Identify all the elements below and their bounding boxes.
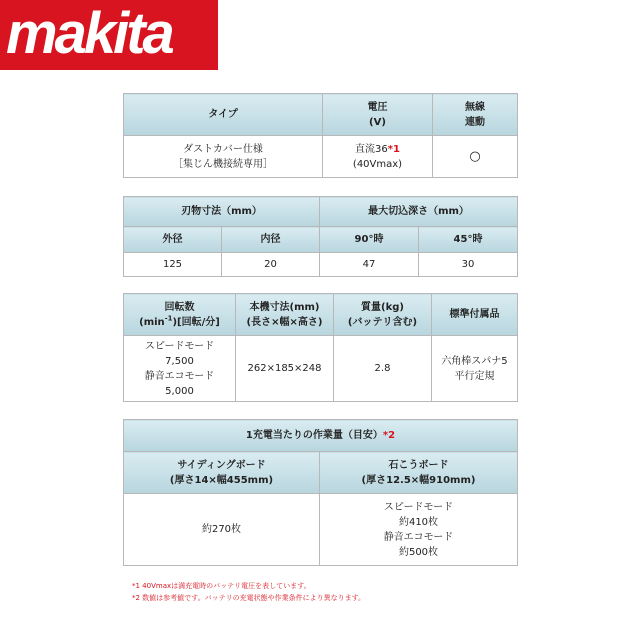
footnote-1: *1 40Vmaxは満充電時のバッテリ電圧を表しています。 (132, 582, 311, 590)
footnotes (132, 580, 365, 604)
gypsum-board-value: スピードモード 約410枚 静音エコモード 約500枚 (320, 494, 518, 566)
accessories-value: 六角棒スパナ5 平行定規 (432, 336, 518, 402)
gypsum-board-header: 石こうボード (厚さ12.5×幅910mm) (320, 452, 518, 494)
siding-board-header: サイディングボード (厚さ14×幅455mm) (124, 452, 320, 494)
footnote-2: *2 数値は参考値です。バッテリの充電状態や作業条件により異なります。 (132, 594, 366, 602)
rpm-header: 回転数 $(\min^{-1})$[回転/分] (124, 294, 236, 336)
mass-value: 2.8 (334, 336, 432, 402)
outer-diameter-header: 外径 (124, 227, 222, 253)
spec-table (123, 293, 518, 402)
blade-size-header: 刃物寸法（mm） (124, 197, 320, 227)
depth-90-header: 90°時 (320, 227, 419, 253)
note-mark-1: *1 (387, 143, 400, 155)
note-mark-2: *2 (382, 430, 396, 441)
makita-logo (0, 0, 218, 70)
dimensions-header: 本機寸法(mm) (長さ×幅×高さ) (236, 294, 334, 336)
circle-icon: ○ (469, 148, 481, 164)
dimensions-value: 262×185×248 (236, 336, 334, 402)
work-amount-title: 1充電当たりの作業量（目安）*2 (124, 420, 518, 452)
outer-diameter-value: 125 (124, 253, 222, 277)
type-value: ダストカバー仕様 ［集じん機接続専用］ (124, 136, 323, 178)
accessories-header: 標準付属品 (432, 294, 518, 336)
inner-diameter-value: 20 (222, 253, 320, 277)
depth-90-value: 47 (320, 253, 419, 277)
depth-45-value: 30 (419, 253, 518, 277)
mass-header: 質量(kg) (バッテリ含む) (334, 294, 432, 336)
voltage-header: 電圧 (V) (323, 94, 433, 136)
type-header: タイプ (124, 94, 323, 136)
work-amount-table (123, 419, 518, 566)
wireless-header: 無線 連動 (433, 94, 518, 136)
siding-board-value: 約270枚 (124, 494, 320, 566)
rpm-value: スピードモード 7,500 静音エコモード 5,000 (124, 336, 236, 402)
logo-text: makita (6, 1, 172, 66)
blade-table (123, 196, 518, 277)
wireless-value (433, 136, 518, 178)
inner-diameter-header: 内径 (222, 227, 320, 253)
voltage-value: 直流36*1 (40Vmax) (323, 136, 433, 178)
depth-45-header: 45°時 (419, 227, 518, 253)
max-depth-header: 最大切込深さ（mm） (320, 197, 518, 227)
type-table (123, 93, 518, 178)
